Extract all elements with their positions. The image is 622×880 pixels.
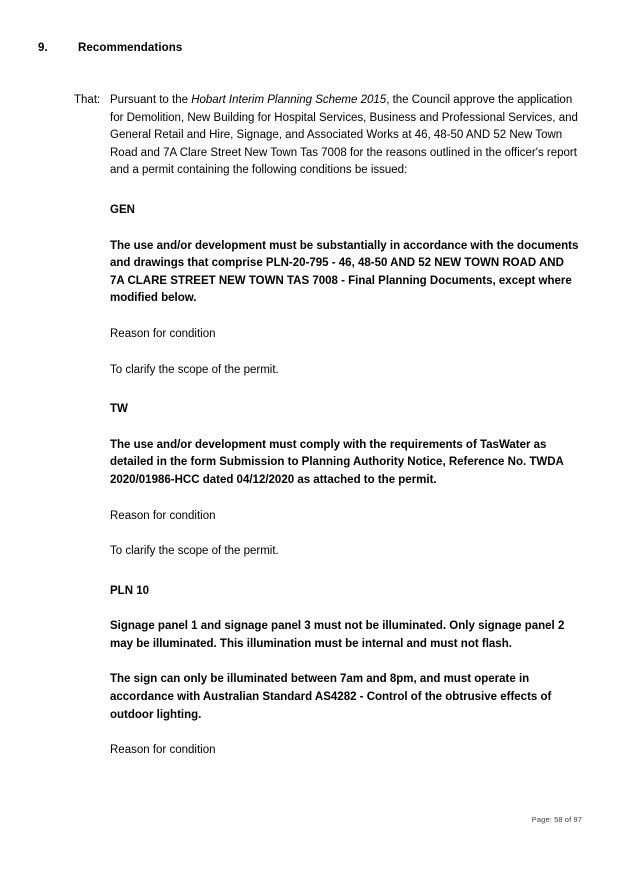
condition-text-pln-10: Signage panel 1 and signage panel 3 must not be illuminated. Only signage panel 2 may be illuminated. This illumination must be internal and must not flash. [110,620,565,650]
condition-text-tw: The use and/or development must comply with the requirements of TasWater as detailed in the form Submission to Planning Authority Notice, Reference No. TWDA 2020/01986-HCC dated 04/12/2020 as attached to the permit. [110,438,564,486]
reason-label-tw: Reason for condition [110,509,216,522]
reason-text-gen: To clarify the scope of the permit. [110,363,279,376]
condition-text-pln-10-second: The sign can only be illuminated between 7am and 8pm, and must operate in accordance with Australian Standard AS4282 - Control of the obtrusive effects of outdoor lighting. [110,673,552,721]
intro-text-before-italic: Pursuant to the [110,94,192,106]
condition-pln-10 [110,583,580,760]
intro-text-after-italic: , the Council approve the application for Demolition, New Building for Hospital Services, Business and Professional Services, and General Retail and Hire, Signage, and Associated Works at 46, 48-50 AND 52 New Town Road and 7A Clare Street New Town Tas 7008 for the reasons outlined in the officer's report and a permit containing the following conditions be issued: [110,94,578,177]
reason-label-gen: Reason for condition [110,327,216,340]
that-label: That: [74,94,101,106]
condition-text-gen: The use and/or development must be substantially in accordance with the documents and drawings that comprise PLN-20-795 - 46, 48-50 AND 52 NEW TOWN ROAD AND 7A CLARE STREET NEW TOWN TAS 7008 - Final Planning Documents, except where modified below. [110,239,579,305]
section-title: Recommendations [78,42,183,54]
condition-code-pln-10: PLN 10 [110,584,149,597]
condition-tw [110,401,580,561]
condition-code-tw: TW [110,403,128,416]
reason-text-tw: To clarify the scope of the permit. [110,545,279,558]
intro-paragraph [110,92,584,180]
document-body [74,92,584,760]
section-number: 9. [38,42,48,54]
page-title [38,42,182,54]
conditions-list [110,202,580,760]
planning-scheme-title: Hobart Interim Planning Scheme 2015 [191,94,387,106]
page-number-footer: Page: 58 of 97 [531,815,582,824]
reason-label-pln-10: Reason for condition [110,744,216,757]
condition-gen [110,202,580,379]
recommendation-intro [74,92,584,180]
condition-code-gen: GEN [110,203,135,216]
